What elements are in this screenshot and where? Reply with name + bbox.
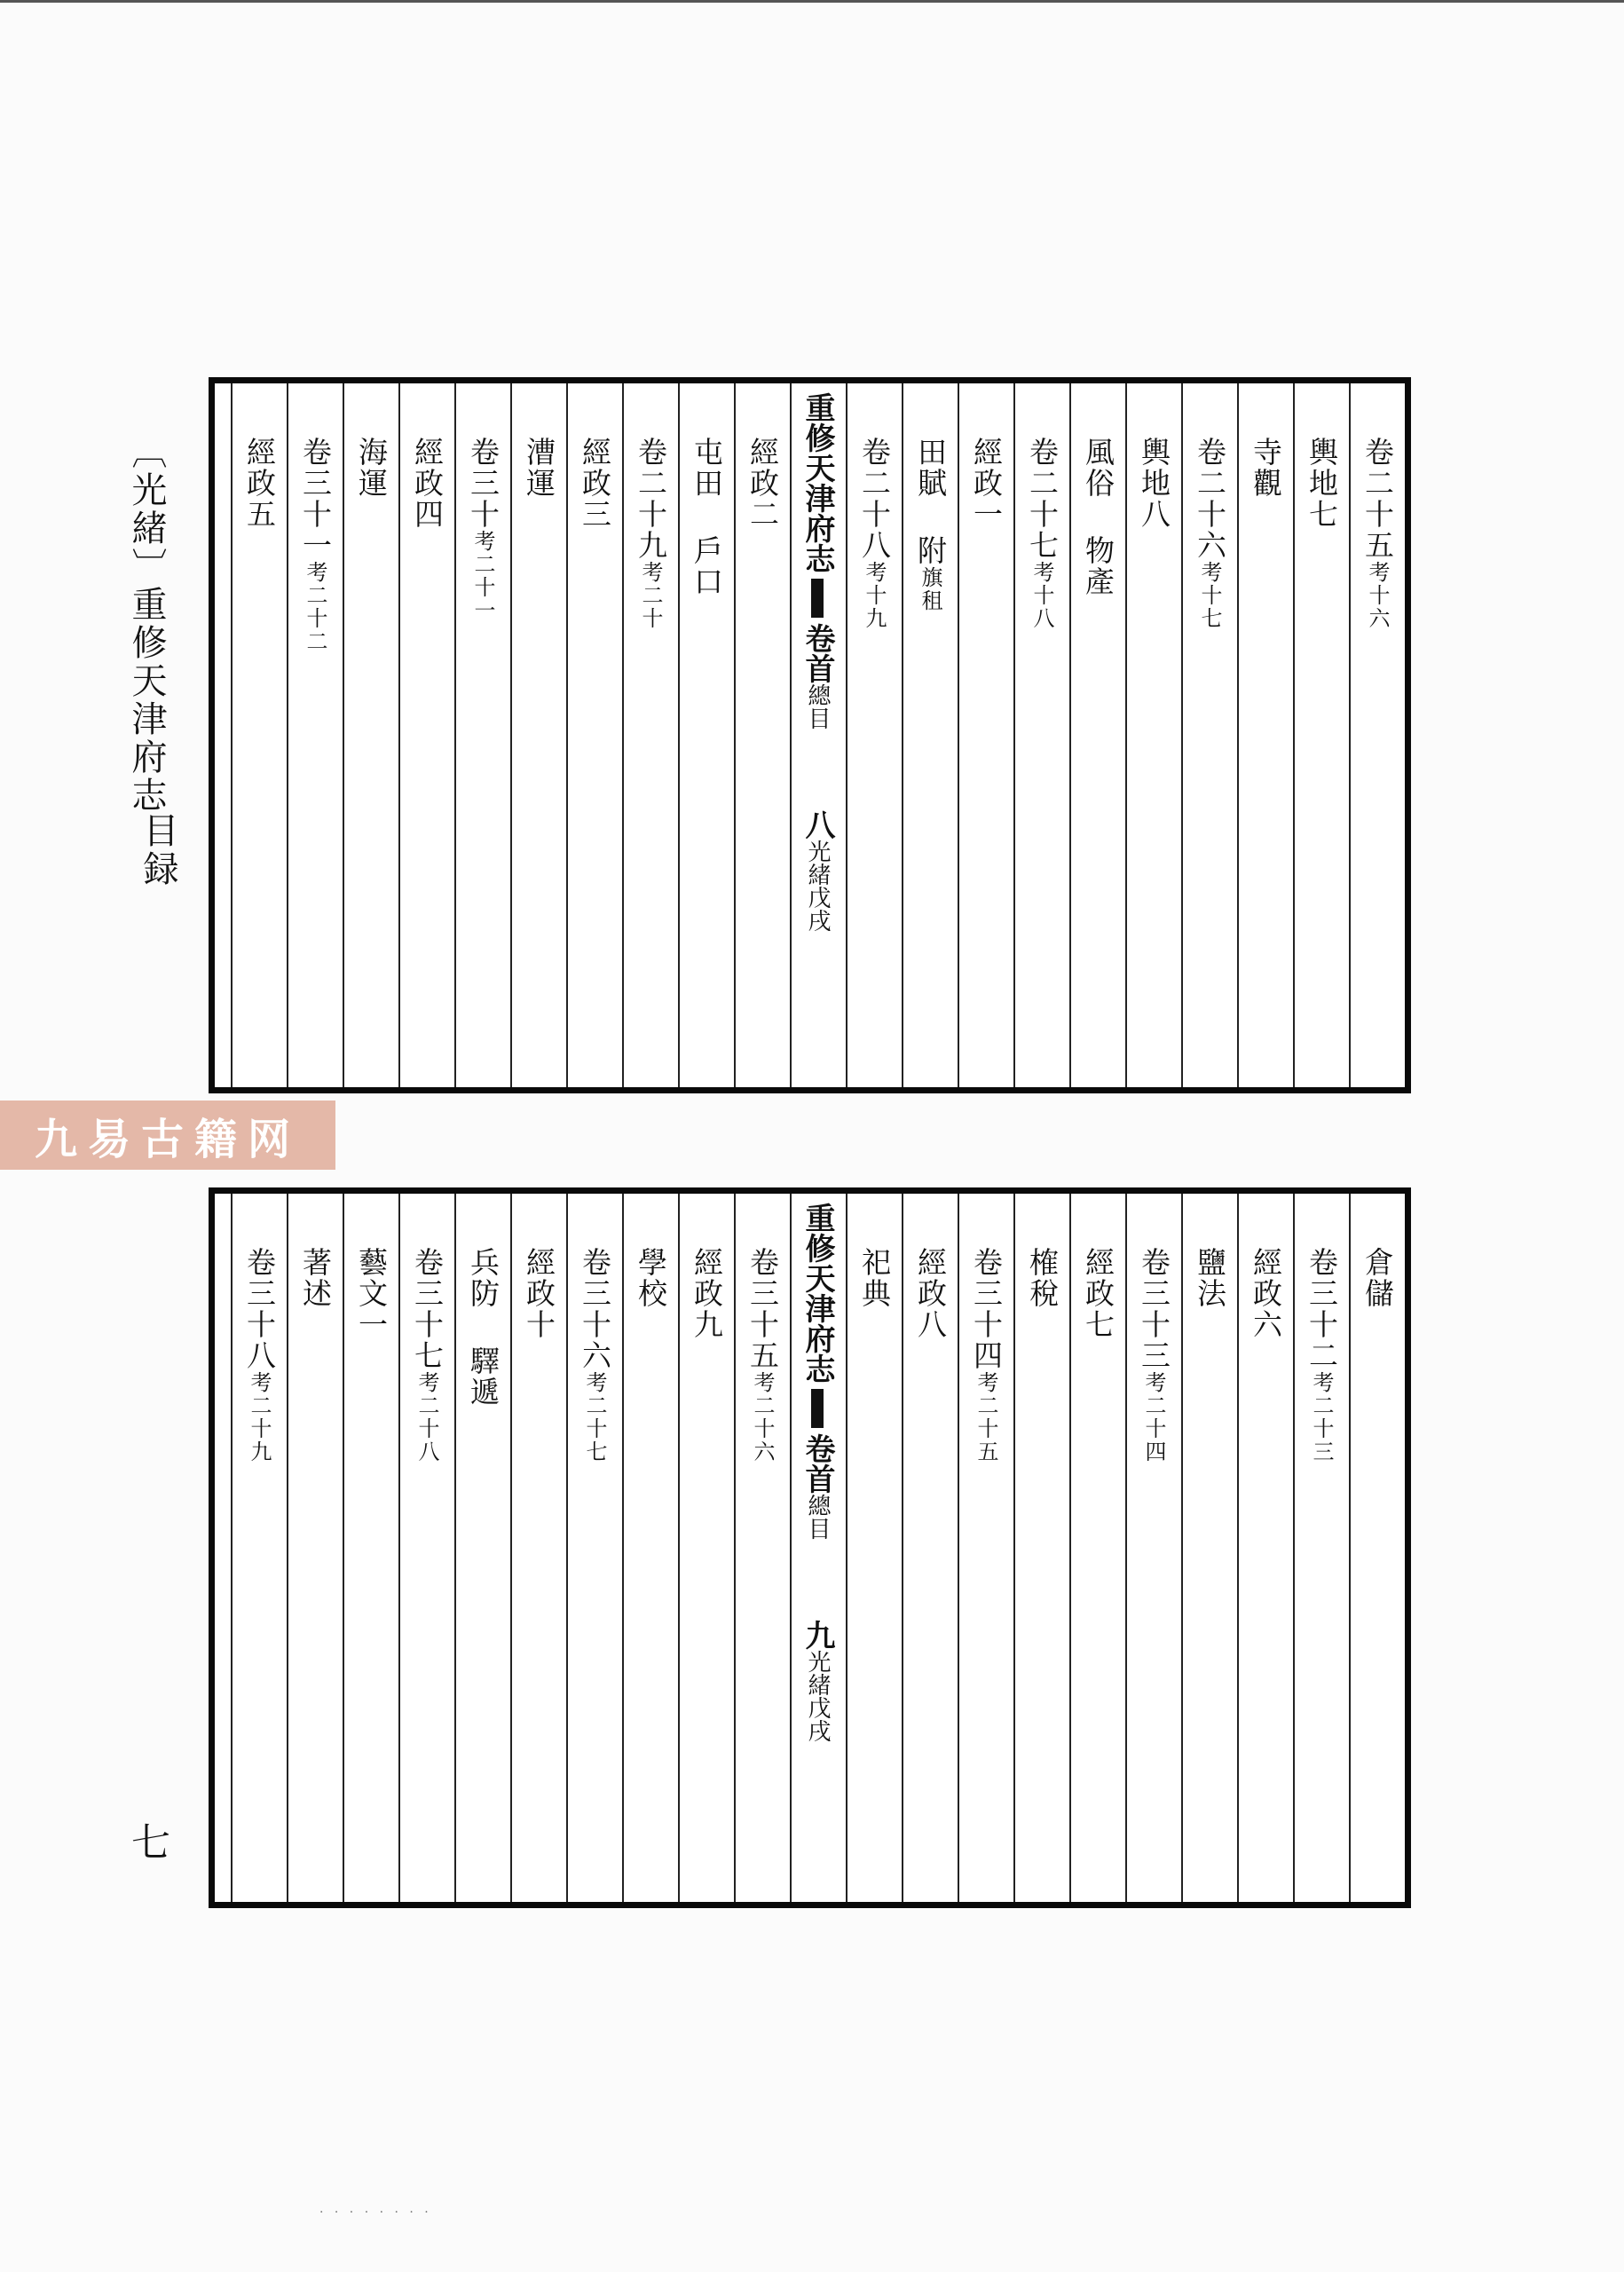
column-heading: 經政九 bbox=[690, 1247, 724, 1340]
fish-tail-mark-icon bbox=[811, 1389, 824, 1428]
column-note: 考二十二 bbox=[303, 561, 327, 653]
column-heading: 屯田 戶口 bbox=[690, 437, 724, 597]
contents-column bbox=[737, 1247, 787, 1463]
column-heading: 卷三十五 bbox=[745, 1247, 780, 1371]
column-rule bbox=[622, 1194, 624, 1902]
column-heading: 經政一 bbox=[969, 437, 1004, 530]
column-rule bbox=[398, 383, 400, 1087]
gutter-section: 總目 bbox=[804, 683, 831, 730]
column-rule bbox=[1293, 1194, 1295, 1902]
column-rule bbox=[343, 383, 344, 1087]
leaf-upper bbox=[209, 377, 1411, 1093]
margin-book-title: 〔光緒〕重修天津府志 bbox=[126, 433, 167, 815]
contents-column bbox=[290, 1247, 340, 1309]
contents-column bbox=[961, 437, 1011, 530]
column-rule bbox=[790, 383, 792, 1087]
column-rule bbox=[846, 1194, 847, 1902]
column-rule bbox=[846, 383, 847, 1087]
column-rule bbox=[454, 383, 456, 1087]
column-note: 旗租 bbox=[918, 566, 942, 612]
gutter-volume: 卷首 bbox=[800, 623, 835, 683]
contents-column bbox=[849, 1247, 899, 1309]
contents-column bbox=[1241, 1247, 1290, 1340]
column-heading: 著述 bbox=[298, 1247, 333, 1309]
column-heading: 倉儲 bbox=[1360, 1247, 1395, 1309]
column-heading: 卷三十六 bbox=[578, 1247, 612, 1371]
column-heading: 卷二十六 bbox=[1193, 437, 1227, 561]
contents-column bbox=[402, 437, 452, 530]
column-heading: 兵防 驛遞 bbox=[466, 1247, 501, 1408]
column-rule bbox=[734, 1194, 736, 1902]
column-heading: 卷三十一 bbox=[298, 437, 333, 561]
contents-column bbox=[570, 1247, 619, 1463]
column-heading: 卷二十五 bbox=[1360, 437, 1395, 561]
contents-column bbox=[1297, 1247, 1346, 1463]
column-rule bbox=[1069, 1194, 1071, 1902]
column-note: 考二十八 bbox=[414, 1371, 439, 1463]
gutter-title: 重修天津府志 bbox=[800, 392, 835, 573]
contents-column bbox=[234, 1247, 284, 1463]
column-heading: 卷三十四 bbox=[969, 1247, 1004, 1371]
contents-column bbox=[905, 1247, 955, 1340]
column-rule bbox=[231, 383, 233, 1087]
column-heading: 田賦 附 bbox=[913, 437, 948, 566]
column-heading: 經政三 bbox=[578, 437, 612, 530]
gutter-leaf-number: 八 bbox=[800, 809, 835, 840]
column-rule bbox=[398, 1194, 400, 1902]
column-note: 考二十五 bbox=[974, 1371, 998, 1463]
column-note: 考二十三 bbox=[1309, 1371, 1334, 1463]
contents-column bbox=[1297, 437, 1346, 530]
column-rule bbox=[902, 383, 903, 1087]
contents-column bbox=[234, 437, 284, 530]
column-heading: 卷三十二 bbox=[1305, 1247, 1339, 1371]
column-heading: 鹽法 bbox=[1193, 1247, 1227, 1309]
column-heading: 漕運 bbox=[522, 437, 556, 499]
column-rule bbox=[1125, 1194, 1127, 1902]
column-rule bbox=[902, 1194, 903, 1902]
column-heading: 榷稅 bbox=[1025, 1247, 1060, 1309]
contents-column bbox=[514, 437, 564, 499]
contents-column bbox=[737, 437, 787, 530]
contents-column bbox=[1185, 437, 1234, 630]
column-heading: 經政五 bbox=[242, 437, 277, 530]
column-rule bbox=[1293, 383, 1295, 1087]
column-note: 考二十 bbox=[638, 561, 663, 630]
contents-column bbox=[961, 1247, 1011, 1463]
gutter-edition: 光緒戊戌 bbox=[804, 1650, 831, 1742]
column-note: 考十七 bbox=[1197, 561, 1222, 630]
contents-column bbox=[1017, 1247, 1067, 1309]
column-rule bbox=[287, 1194, 288, 1902]
column-rule bbox=[790, 1194, 792, 1902]
column-rule bbox=[287, 383, 288, 1087]
column-rule bbox=[1181, 383, 1183, 1087]
column-heading: 經政四 bbox=[410, 437, 445, 530]
column-heading: 經政八 bbox=[913, 1247, 948, 1340]
column-heading: 寺觀 bbox=[1249, 437, 1283, 499]
gutter-volume: 卷首 bbox=[800, 1433, 835, 1494]
contents-column bbox=[626, 1247, 675, 1309]
column-heading: 卷三十三 bbox=[1137, 1247, 1171, 1371]
contents-column bbox=[1129, 437, 1179, 530]
contents-column bbox=[346, 437, 396, 499]
contents-column bbox=[402, 1247, 452, 1463]
column-heading: 海運 bbox=[354, 437, 389, 499]
column-rule bbox=[1349, 383, 1351, 1087]
column-rule bbox=[454, 1194, 456, 1902]
column-heading: 學校 bbox=[634, 1247, 668, 1309]
column-heading: 經政七 bbox=[1081, 1247, 1116, 1340]
contents-column bbox=[1352, 1247, 1402, 1309]
column-note: 考二十六 bbox=[750, 1371, 775, 1463]
column-rule bbox=[1013, 383, 1015, 1087]
watermark-logo bbox=[0, 1100, 335, 1170]
contents-column bbox=[458, 437, 508, 622]
column-rule bbox=[958, 1194, 959, 1902]
column-note: 考二十九 bbox=[247, 1371, 272, 1463]
column-note: 考二十一 bbox=[470, 530, 495, 622]
contents-column bbox=[570, 437, 619, 530]
contents-column bbox=[849, 437, 899, 630]
column-rule bbox=[958, 383, 959, 1087]
column-heading: 卷三十 bbox=[466, 437, 501, 530]
scan-specks: · · · · · · · · bbox=[319, 2205, 432, 2220]
column-heading: 風俗 物產 bbox=[1081, 437, 1116, 597]
column-heading: 卷二十八 bbox=[857, 437, 892, 561]
column-rule bbox=[1237, 1194, 1239, 1902]
column-heading: 卷二十九 bbox=[634, 437, 668, 561]
column-note: 考十九 bbox=[862, 561, 887, 630]
contents-column bbox=[1352, 437, 1402, 630]
margin-section-label: 目録 bbox=[138, 812, 178, 888]
column-rule bbox=[1349, 1194, 1351, 1902]
column-heading: 輿地八 bbox=[1137, 437, 1171, 530]
contents-column bbox=[346, 1247, 396, 1340]
page-number: 七 bbox=[131, 1820, 170, 1866]
column-rule bbox=[566, 383, 568, 1087]
column-heading: 祀典 bbox=[857, 1247, 892, 1309]
column-rule bbox=[678, 1194, 680, 1902]
column-heading: 經政二 bbox=[745, 437, 780, 530]
column-rule bbox=[1069, 383, 1071, 1087]
contents-column bbox=[1241, 437, 1290, 499]
column-heading: 輿地七 bbox=[1305, 437, 1339, 530]
column-rule bbox=[622, 383, 624, 1087]
fold-gutter bbox=[792, 383, 842, 1087]
fold-gutter bbox=[792, 1194, 842, 1902]
column-rule bbox=[1125, 383, 1127, 1087]
column-rule bbox=[1013, 1194, 1015, 1902]
contents-column bbox=[514, 1247, 564, 1340]
fish-tail-mark-icon bbox=[811, 579, 824, 618]
column-rule bbox=[678, 383, 680, 1087]
column-rule bbox=[1181, 1194, 1183, 1902]
contents-column bbox=[905, 437, 955, 612]
gutter-leaf-number: 九 bbox=[800, 1620, 835, 1650]
gutter-edition: 光緒戊戌 bbox=[804, 840, 831, 932]
watermark-text: 九易古籍网 bbox=[34, 1114, 301, 1164]
contents-column bbox=[626, 437, 675, 630]
column-note: 考十六 bbox=[1365, 561, 1390, 630]
contents-column bbox=[1017, 437, 1067, 630]
column-rule bbox=[1237, 383, 1239, 1087]
contents-column bbox=[458, 1247, 508, 1408]
contents-column bbox=[1073, 437, 1123, 597]
top-scan-edge bbox=[0, 0, 1624, 3]
column-heading: 卷三十八 bbox=[242, 1247, 277, 1371]
column-rule bbox=[566, 1194, 568, 1902]
column-heading: 卷三十七 bbox=[410, 1247, 445, 1371]
column-note: 考二十七 bbox=[582, 1371, 607, 1463]
column-heading: 經政十 bbox=[522, 1247, 556, 1340]
leaf-lower bbox=[209, 1187, 1411, 1908]
column-rule bbox=[343, 1194, 344, 1902]
contents-column bbox=[1129, 1247, 1179, 1463]
contents-column bbox=[290, 437, 340, 653]
column-rule bbox=[510, 1194, 512, 1902]
gutter-title: 重修天津府志 bbox=[800, 1203, 835, 1384]
contents-column bbox=[1073, 1247, 1123, 1340]
column-heading: 經政六 bbox=[1249, 1247, 1283, 1340]
column-rule bbox=[510, 383, 512, 1087]
column-rule bbox=[231, 1194, 233, 1902]
column-note: 考二十四 bbox=[1141, 1371, 1166, 1463]
column-rule bbox=[734, 383, 736, 1087]
column-heading: 卷二十七 bbox=[1025, 437, 1060, 561]
contents-column bbox=[1185, 1247, 1234, 1309]
column-note: 考十八 bbox=[1029, 561, 1054, 630]
column-heading: 藝文一 bbox=[354, 1247, 389, 1340]
contents-column bbox=[682, 1247, 731, 1340]
gutter-section: 總目 bbox=[804, 1494, 831, 1540]
contents-column bbox=[682, 437, 731, 597]
